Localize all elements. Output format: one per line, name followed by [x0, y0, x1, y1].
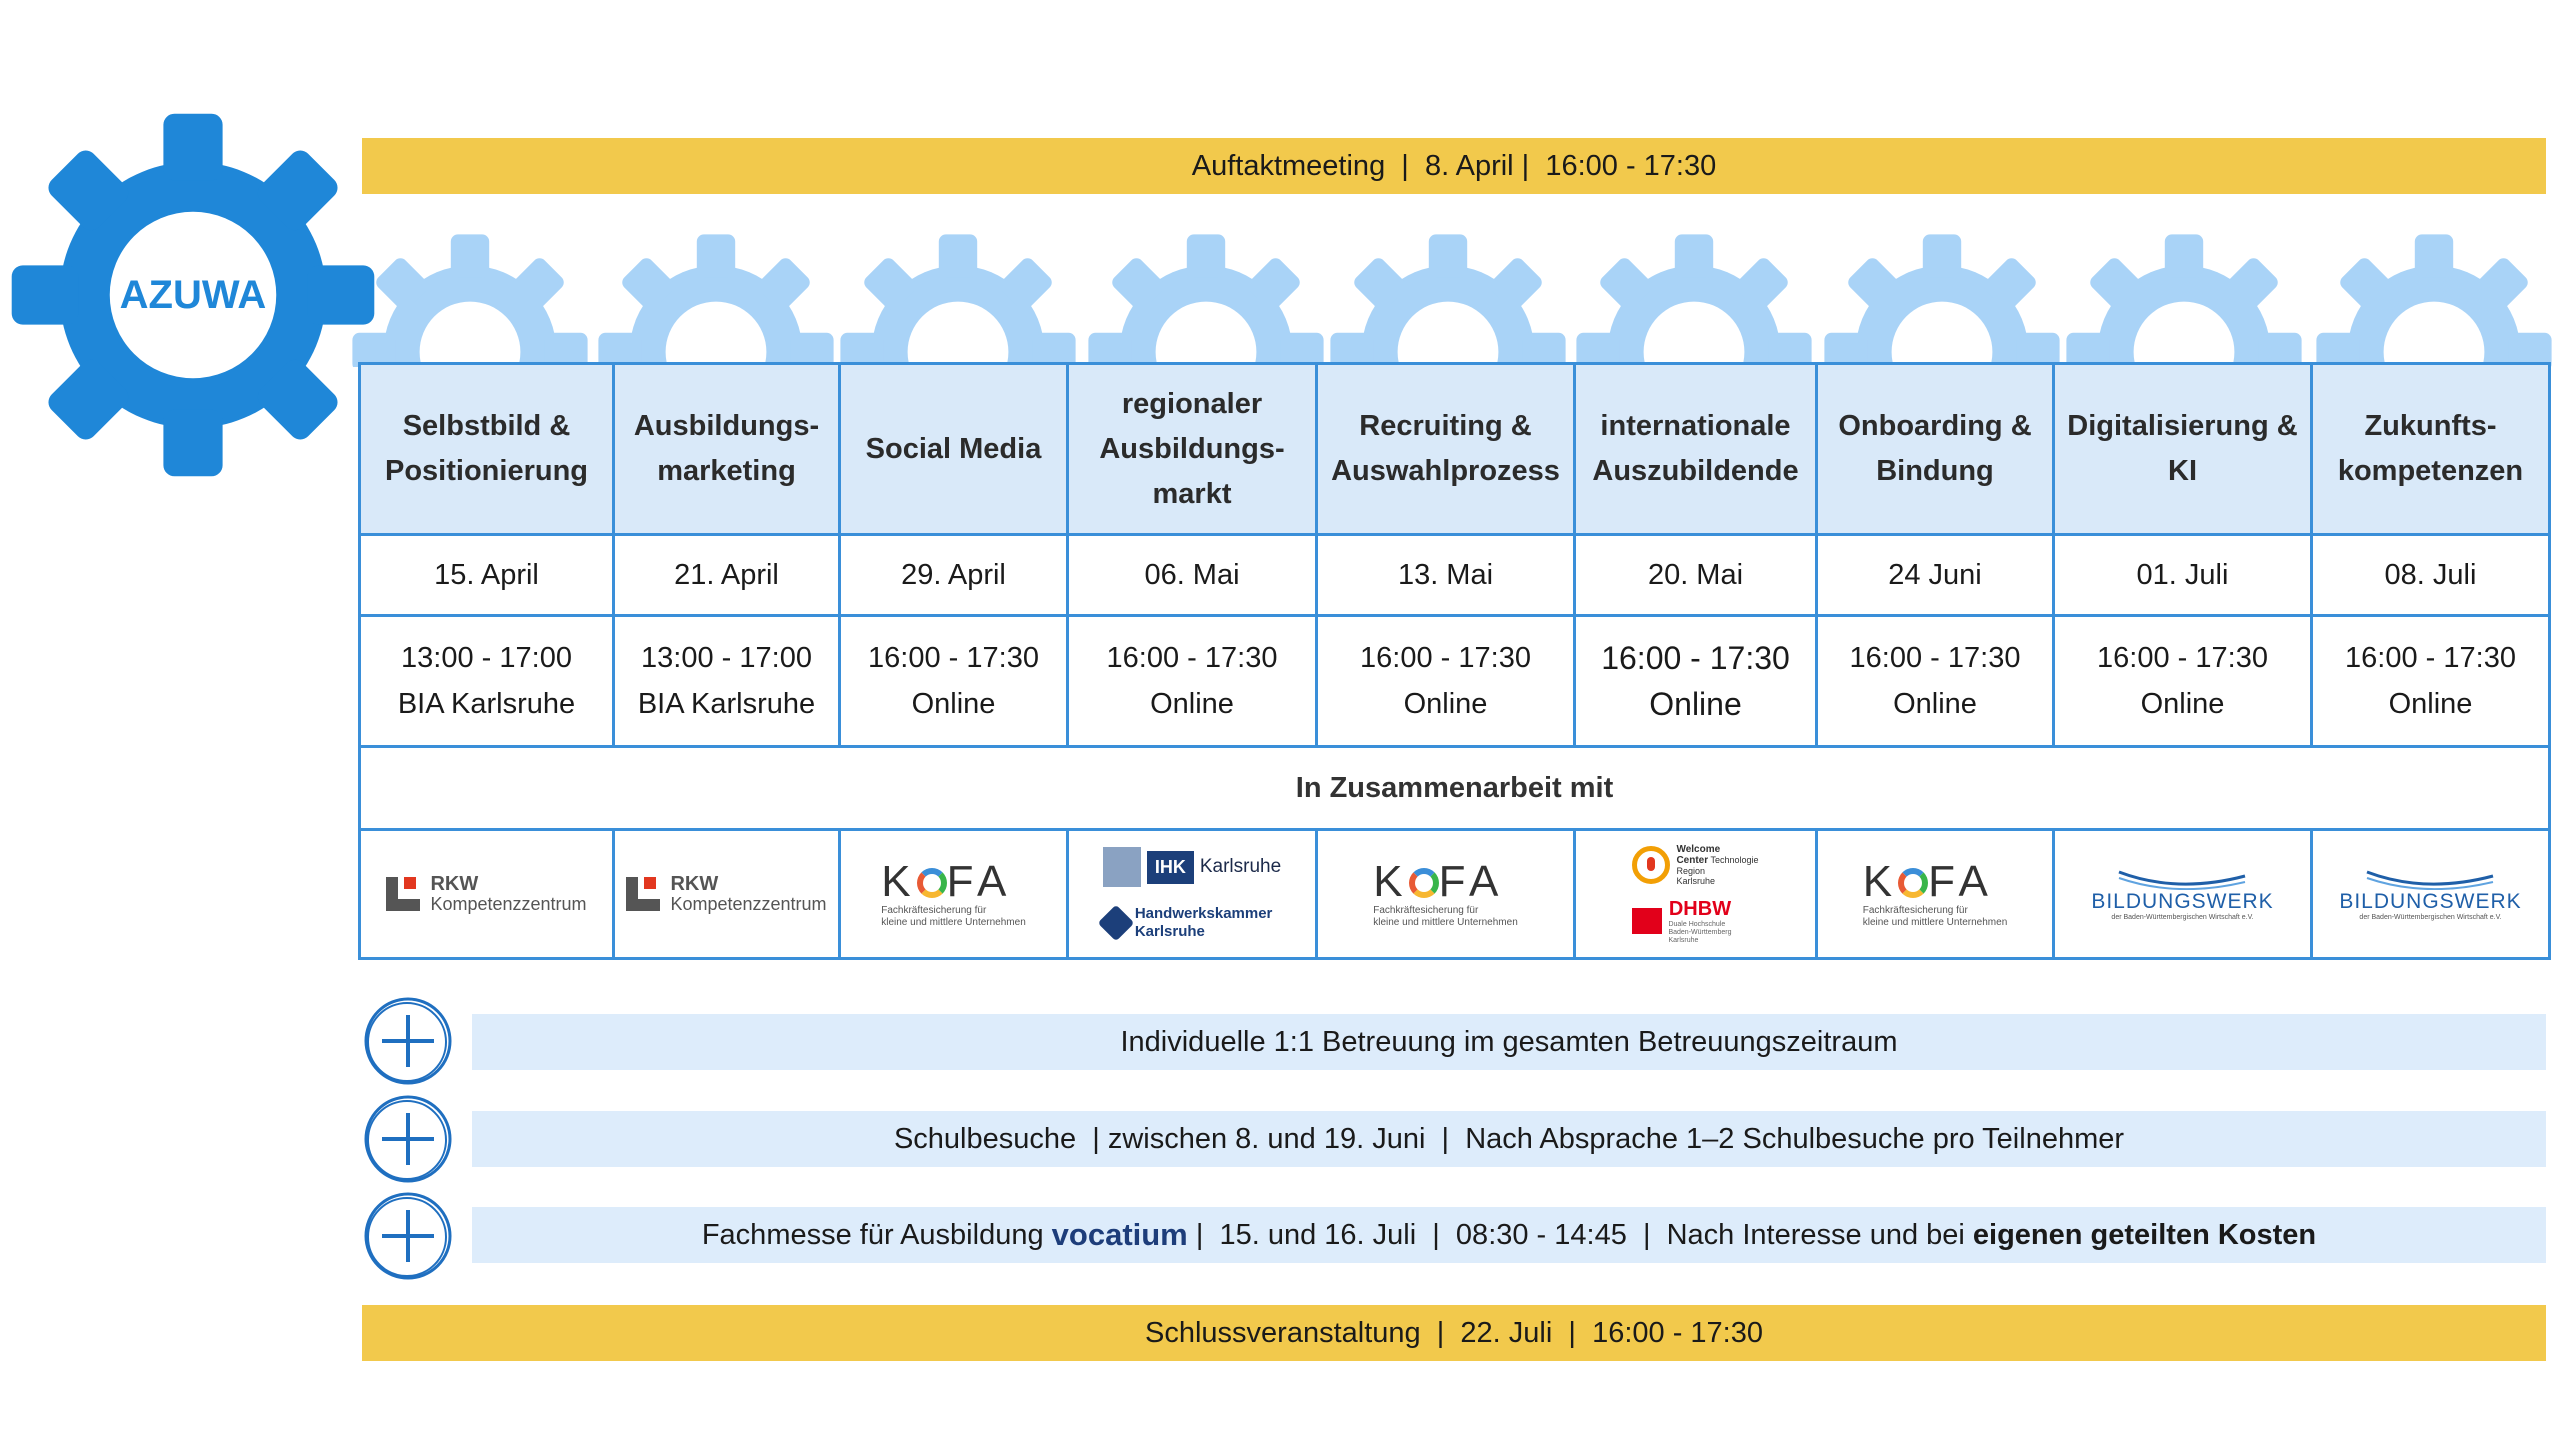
module-title: Digitalisierung & KI	[2054, 364, 2312, 535]
rkw-mark-icon	[386, 877, 420, 911]
kofa-word-start: K	[1862, 857, 1899, 906]
small-gear-icon	[1574, 232, 1814, 367]
hwk-name: Handwerkskammer	[1134, 905, 1273, 922]
module-location: Online	[1403, 688, 1488, 720]
module-time-cell	[2054, 616, 2312, 747]
kofa-ring-icon	[1898, 868, 1928, 898]
kofa-sub: Fachkräftesicherung für	[1862, 905, 1968, 916]
module-date: 01. Juli	[2054, 535, 2312, 616]
bildungswerk-sub: der Baden-Württembergischen Wirtschaft e.V.	[2359, 913, 2502, 921]
closing-bar: Schlussveranstaltung | 22. Juli | 16:00 - 17:30	[362, 1305, 2546, 1361]
small-gear-icon	[2314, 232, 2554, 367]
welcome-center-dhbw-logo	[1575, 830, 1817, 959]
hwk-city: Karlsruhe	[1134, 923, 1205, 940]
extra-fair-bar	[472, 1207, 2546, 1263]
extra-school-visits-bar: Schulbesuche | zwischen 8. und 19. Juni | Nach Absprache 1–2 Schulbesuche pro Teilnehmer	[472, 1111, 2546, 1167]
fair-prefix: Fachmesse für Ausbildung	[701, 1218, 1052, 1251]
small-gear-icon	[1822, 232, 2062, 367]
bildungswerk-name: BILDUNGSWERK	[2339, 889, 2522, 913]
module-time: 16:00 - 17:30	[868, 642, 1039, 674]
module-date-row	[360, 535, 2550, 616]
module-time: 16:00 - 17:30	[1601, 640, 1790, 676]
welcome-center-icon	[1632, 846, 1670, 884]
module-time-cell	[1317, 616, 1575, 747]
vocatium-brand: vocatium	[1051, 1217, 1188, 1252]
plus-icon	[362, 1093, 454, 1185]
bildungswerk-sub: der Baden-Württembergischen Wirtschaft e.V.	[2111, 913, 2254, 921]
module-time-cell	[360, 616, 614, 747]
module-date: 29. April	[840, 535, 1068, 616]
plus-icon	[362, 1190, 454, 1282]
kofa-ring-icon	[917, 868, 947, 898]
wc-sub: Karlsruhe	[1676, 875, 1715, 886]
kofa-sub: Fachkräftesicherung für	[881, 905, 987, 916]
module-title-row	[360, 364, 2550, 535]
dhbw-sub: Baden-Württemberg	[1668, 928, 1732, 936]
module-time: 16:00 - 17:30	[1849, 642, 2021, 674]
module-time-cell	[2312, 616, 2550, 747]
rkw-sub: Kompetenzzentrum	[670, 894, 827, 914]
kofa-sub: Fachkräftesicherung für	[1373, 905, 1479, 916]
ihk-name: IHK	[1147, 851, 1194, 884]
ihk-pillar-icon	[1103, 847, 1141, 887]
module-location: Online	[2388, 688, 2473, 720]
kofa-word-end: FA	[1438, 857, 1505, 906]
module-title: regionaler Ausbildungs-markt	[1068, 364, 1317, 535]
module-time-row	[360, 616, 2550, 747]
rkw-logo	[614, 830, 840, 959]
small-gear-icon	[350, 232, 590, 367]
dhbw-sub: Duale Hochschule	[1668, 920, 1726, 928]
wc-name: Center	[1676, 854, 1709, 866]
module-location: Online	[2140, 688, 2225, 720]
small-gear-icon	[1328, 232, 1568, 367]
module-date: 24 Juni	[1817, 535, 2054, 616]
kofa-sub: kleine und mittlere Unternehmen	[1373, 917, 1518, 928]
module-time-cell	[1817, 616, 2054, 747]
small-gear-icon	[1086, 232, 1326, 367]
wc-name: Welcome	[1676, 843, 1721, 855]
rkw-name: RKW	[430, 873, 479, 895]
module-location: BIA Karlsruhe	[637, 688, 816, 720]
module-location: Online	[1893, 688, 1977, 720]
bildungswerk-name: BILDUNGSWERK	[2091, 889, 2274, 913]
rkw-sub: Kompetenzzentrum	[430, 894, 587, 914]
module-title: Zukunfts-kompetenzen	[2312, 364, 2550, 535]
small-gear-icon	[596, 232, 836, 367]
kofa-sub: kleine und mittlere Unternehmen	[1862, 917, 2008, 928]
module-location: Online	[1649, 686, 1742, 722]
module-title: Ausbildungs-marketing	[614, 364, 840, 535]
fair-cost-emphasis: eigenen geteilten Kosten	[1972, 1218, 2317, 1251]
fair-details: | 15. und 16. Juli | 08:30 - 14:45 | Nach Interesse und bei	[1187, 1218, 1973, 1251]
module-title: internationale Auszubildende	[1575, 364, 1817, 535]
small-gear-icon	[838, 232, 1078, 367]
dhbw-sub: Karlsruhe	[1668, 936, 1699, 944]
module-time-cell	[1575, 616, 1817, 747]
module-title: Social Media	[840, 364, 1068, 535]
rkw-name: RKW	[670, 873, 719, 895]
dhbw-name: DHBW	[1668, 897, 1732, 920]
bildungswerk-swoosh-icon	[2365, 868, 2495, 890]
module-date: 20. Mai	[1575, 535, 1817, 616]
collaboration-label: In Zusammenarbeit mit	[360, 747, 2550, 830]
small-gear-icon	[2064, 232, 2304, 367]
module-date: 08. Juli	[2312, 535, 2550, 616]
ihk-city: Karlsruhe	[1199, 856, 1282, 877]
kofa-word-start: K	[1373, 857, 1409, 906]
module-date: 21. April	[614, 535, 840, 616]
ihk-hwk-logo	[1068, 830, 1317, 959]
bildungswerk-swoosh-icon	[2117, 868, 2247, 890]
module-time: 16:00 - 17:30	[2345, 642, 2516, 674]
kofa-word-start: K	[881, 857, 917, 906]
kofa-logo	[1817, 830, 2054, 959]
wc-sub: Region	[1676, 865, 1705, 876]
module-time-cell	[840, 616, 1068, 747]
module-title: Recruiting & Auswahlprozess	[1317, 364, 1575, 535]
partner-logo-row	[360, 830, 2550, 959]
kofa-ring-icon	[1409, 868, 1439, 898]
module-date: 13. Mai	[1317, 535, 1575, 616]
module-title: Onboarding & Bindung	[1817, 364, 2054, 535]
module-time: 13:00 - 17:00	[641, 642, 812, 674]
extra-support-bar: Individuelle 1:1 Betreuung im gesamten Betreuungszeitraum	[472, 1014, 2546, 1070]
kofa-word-end: FA	[946, 857, 1013, 906]
schedule-table	[358, 362, 2551, 960]
module-time-cell	[614, 616, 840, 747]
rkw-logo	[360, 830, 614, 959]
bildungswerk-logo	[2312, 830, 2550, 959]
module-location: BIA Karlsruhe	[397, 688, 576, 720]
hwk-mark-icon	[1097, 905, 1134, 942]
kofa-logo	[840, 830, 1068, 959]
bildungswerk-logo	[2054, 830, 2312, 959]
wc-sub: Technologie	[1710, 854, 1759, 865]
plus-icon	[362, 995, 454, 1087]
module-time: 16:00 - 17:30	[2097, 642, 2268, 674]
rkw-mark-icon	[626, 877, 660, 911]
kofa-sub: kleine und mittlere Unternehmen	[881, 917, 1026, 928]
module-time: 16:00 - 17:30	[1360, 642, 1531, 674]
module-title: Selbstbild & Positionierung	[360, 364, 614, 535]
kickoff-bar: Auftaktmeeting | 8. April | 16:00 - 17:30	[362, 138, 2546, 194]
module-date: 06. Mai	[1068, 535, 1317, 616]
module-time: 13:00 - 17:00	[401, 642, 572, 674]
module-date: 15. April	[360, 535, 614, 616]
dhbw-mark-icon	[1632, 908, 1662, 934]
module-location: Online	[1150, 688, 1234, 720]
module-time: 16:00 - 17:30	[1106, 642, 1278, 674]
module-time-cell	[1068, 616, 1317, 747]
module-location: Online	[911, 688, 996, 720]
kofa-logo	[1317, 830, 1575, 959]
kofa-word-end: FA	[1928, 857, 1994, 906]
azuwa-label: AZUWA	[119, 272, 267, 317]
